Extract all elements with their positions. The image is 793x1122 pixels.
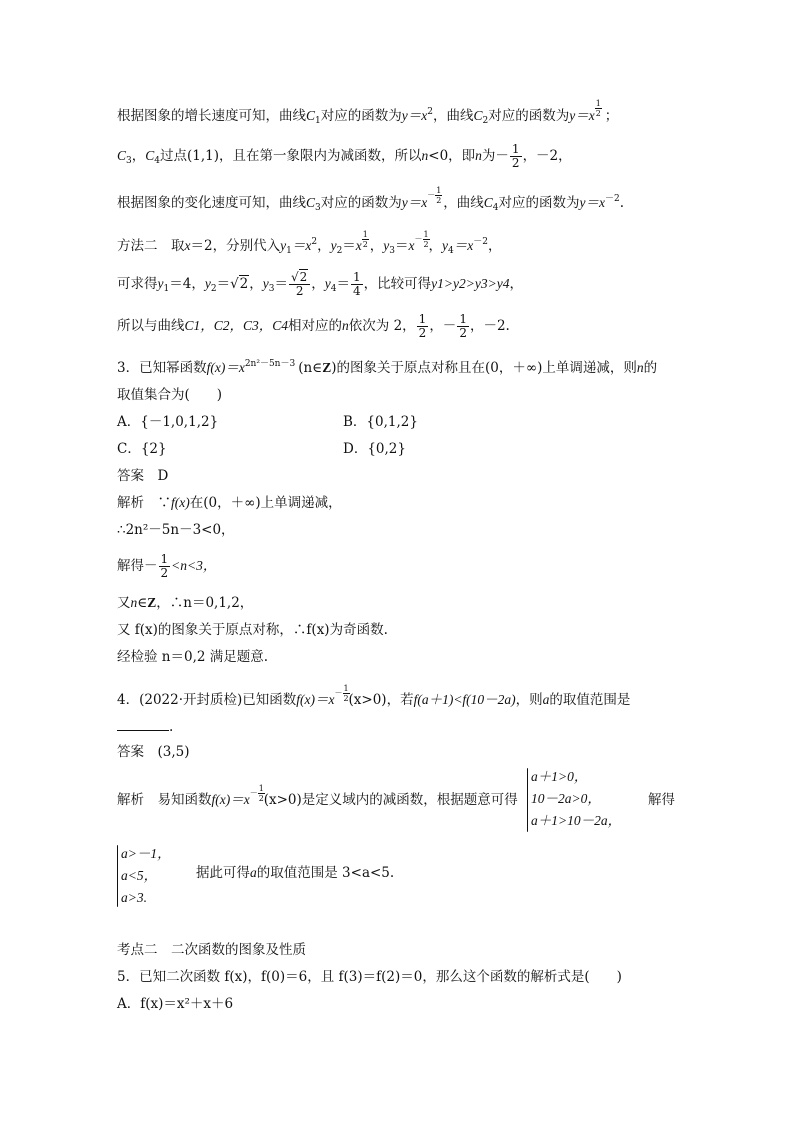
den: 2 <box>436 195 442 205</box>
var-n: n <box>130 595 138 610</box>
text: <0，即 <box>428 148 476 164</box>
q3-option-c[interactable]: C．{2} <box>117 441 167 457</box>
curve-c3: C <box>306 195 316 210</box>
exp <box>335 683 350 703</box>
den: 2 <box>295 284 304 298</box>
brace <box>117 845 118 907</box>
q3-solution-5: 又 f(x)的图象关于原点对称，∴f(x)为奇函数. <box>117 622 388 638</box>
text: ， <box>428 238 443 254</box>
curve-list: C1，C2，C3，C4 <box>184 318 289 333</box>
q3-stem-2: 取值集合为( ) <box>117 387 223 403</box>
solution-line-2 <box>117 143 572 170</box>
text: ， <box>131 148 146 164</box>
text: ＝x <box>291 238 312 253</box>
text: 过点(1,1)，且在第一象限内为减函数，所以 <box>160 148 422 164</box>
power <box>328 683 349 710</box>
y: y <box>204 276 211 291</box>
y: y <box>442 238 449 253</box>
num: 1 <box>423 229 429 239</box>
minus: － <box>414 234 423 243</box>
var-a: a <box>542 692 550 707</box>
num: 1 <box>436 185 442 195</box>
function: f(x)＝ <box>296 692 329 707</box>
q3-option-b[interactable]: B．{0,1,2} <box>343 414 418 430</box>
text: 依次为 2， <box>348 318 416 334</box>
text: ＝ <box>216 276 231 292</box>
text: 对应的函数为 <box>320 108 402 124</box>
text: ＝4， <box>169 276 205 292</box>
num: 1 <box>353 270 361 284</box>
text: ∈ <box>137 595 148 611</box>
num: √2 <box>289 271 310 285</box>
text: 解析 ∵ <box>117 495 171 511</box>
base: x <box>588 108 595 123</box>
system-row <box>121 887 171 909</box>
text: 据此可得 <box>196 865 250 881</box>
sub: 3 <box>389 246 396 256</box>
q3-solution-3 <box>117 553 216 580</box>
power-x-neg-half <box>421 185 442 213</box>
y: y <box>157 276 164 291</box>
curve-c3: C <box>117 148 127 163</box>
system-row <box>531 810 621 832</box>
var-n: n <box>636 360 644 375</box>
text: ，曲线 <box>432 108 474 124</box>
den: 2 <box>343 693 349 703</box>
text: 对应的函数为 <box>498 195 580 211</box>
num: 1 <box>418 312 427 326</box>
function: f(x)＝x <box>206 360 245 375</box>
sub: 4 <box>330 284 337 294</box>
sub: 1 <box>286 246 292 256</box>
text: ； <box>604 108 619 124</box>
den: 2 <box>423 239 429 249</box>
base: x <box>355 238 362 253</box>
sqrt: √2 <box>230 276 249 292</box>
var-n: n <box>421 148 429 163</box>
comparison: y1>y2>y3>y4 <box>431 276 510 291</box>
q3-stem <box>117 358 657 378</box>
text: 所以与曲线 <box>117 318 185 334</box>
text: ＝ <box>274 276 288 292</box>
num: 1 <box>160 552 169 566</box>
q4-answer: 答案 (3,5) <box>117 744 190 760</box>
radicand: 2 <box>299 270 308 284</box>
sub: 1 <box>315 116 321 126</box>
equation: y＝ <box>569 108 589 123</box>
q4-stem <box>117 683 631 710</box>
text: ， <box>369 238 384 254</box>
den: 2 <box>160 566 169 580</box>
exponent <box>595 92 602 118</box>
text: ，则 <box>515 692 543 708</box>
integers: Z <box>147 595 157 610</box>
power <box>243 783 264 810</box>
method-two-line <box>117 229 502 256</box>
exp: －2 <box>473 237 488 247</box>
text: 根据图象的变化速度可知，曲线 <box>117 195 306 211</box>
y: y <box>324 276 331 291</box>
text: 的取值范围是 3<a<5. <box>256 865 395 881</box>
text: a>3. <box>121 890 147 905</box>
q3-solution-4 <box>117 593 253 613</box>
text: 对应的函数为 <box>488 108 570 124</box>
equation: y＝x <box>579 195 605 210</box>
text: 的图象关于原点对称且在(0，＋∞)上单调递减，则 <box>336 360 637 376</box>
text: . <box>169 719 174 735</box>
q3-solution-6: 经检验 n＝0,2 满足题意. <box>117 649 269 665</box>
system-row <box>531 788 621 810</box>
text: 根据图象的增长速度可知，曲线 <box>117 108 306 124</box>
text: ＝ <box>342 238 356 254</box>
power-x-half <box>588 99 601 126</box>
base: x <box>421 195 428 210</box>
text: ， <box>317 238 331 254</box>
text: a>－1， <box>121 846 171 861</box>
power <box>355 230 368 256</box>
text: 解得－ <box>117 558 158 574</box>
radicand: 2 <box>239 276 249 292</box>
text: 对应的函数为 <box>320 195 402 211</box>
q4-solution-1 <box>117 783 518 810</box>
function: f(x) <box>171 495 190 510</box>
curve-c4: C <box>145 148 155 163</box>
text: 的 <box>643 360 658 376</box>
fraction <box>457 313 469 340</box>
q5-stem: 5．已知二次函数 f(x)，f(0)＝6，且 f(3)＝f(2)＝0，那么这个函数的解析式是( ) <box>117 969 622 985</box>
text: ＝2，分别代入 <box>190 238 281 254</box>
text: 在(0，＋∞)上单调递减， <box>189 495 342 511</box>
text: ) <box>331 360 337 376</box>
text: a＋1>0， <box>531 769 588 784</box>
den: 2 <box>258 793 264 803</box>
power <box>408 229 429 256</box>
var-n: n <box>342 318 349 333</box>
section-heading: 考点二 二次函数的图象及性质 <box>117 942 306 958</box>
exponent: 2 <box>427 107 433 117</box>
sub: 4 <box>448 246 454 256</box>
text: 解析 易知函数 <box>117 792 212 808</box>
y: y <box>383 238 390 253</box>
system-row <box>121 843 171 865</box>
conclusion-line <box>117 313 510 340</box>
sub: 2 <box>482 116 489 126</box>
text: 的取值范围是 <box>549 692 631 708</box>
text: ，比较可得 <box>363 276 432 292</box>
exp <box>415 229 430 249</box>
system-2 <box>121 843 171 909</box>
minus: － <box>249 788 258 797</box>
text: ， <box>249 276 263 292</box>
text: ， <box>509 276 523 292</box>
sub: 2 <box>336 246 343 256</box>
num: 1 <box>459 312 467 326</box>
system-row <box>531 766 621 788</box>
q3-option-a[interactable]: A．{－1,0,1,2} <box>117 414 219 430</box>
text: a＋1>10－2a， <box>531 813 622 828</box>
exponent: 2n²－5n－3 <box>244 359 296 369</box>
q3-option-d[interactable]: D．{0,2} <box>343 441 406 457</box>
base: x <box>328 692 335 707</box>
minus: － <box>427 190 436 199</box>
text: ，－ <box>429 318 457 334</box>
text: ， <box>488 238 502 254</box>
num: 1 <box>595 99 601 108</box>
text: ， <box>311 276 325 292</box>
den: 2 <box>459 326 467 340</box>
solution-line-1 <box>117 99 619 126</box>
base: x <box>408 238 415 253</box>
text: (n∈ <box>298 360 323 376</box>
text: ，曲线 <box>443 195 484 211</box>
den: 2 <box>362 240 368 249</box>
curve-c1: C <box>306 108 316 123</box>
answer-blank[interactable] <box>117 716 169 731</box>
text: 10－2a>0， <box>531 791 601 806</box>
text: ＝ <box>395 238 409 254</box>
q3-solution-1 <box>117 493 342 513</box>
text: <n<3， <box>171 558 217 573</box>
sub: 2 <box>210 284 217 294</box>
text: 4．(2022·开封质检)已知函数 <box>117 692 297 708</box>
exponent: －2 <box>604 194 620 204</box>
fraction <box>289 271 310 298</box>
y: y <box>262 276 269 291</box>
fraction <box>159 553 171 580</box>
base: x <box>243 792 250 807</box>
var-x: x <box>184 238 191 253</box>
text: 方法二 取 <box>117 238 185 254</box>
exp <box>250 783 265 803</box>
brace <box>527 768 528 832</box>
num: 1 <box>258 783 264 793</box>
curve-c4: C <box>483 195 493 210</box>
q4-blank-line <box>117 716 173 737</box>
equation: y＝ <box>401 195 422 210</box>
text: ＝ <box>336 276 351 292</box>
text: 可求得 <box>117 276 158 292</box>
exp <box>362 223 369 249</box>
text: (x>0)，若 <box>348 692 414 708</box>
q5-option-a[interactable]: A．f(x)＝x²＋x＋6 <box>117 996 234 1012</box>
results-line <box>117 271 523 298</box>
text: . <box>619 195 625 211</box>
text: 又 <box>117 595 131 611</box>
curve-c2: C <box>473 108 483 123</box>
text: ＝x <box>453 238 474 253</box>
exponent <box>427 185 442 205</box>
sub: 4 <box>492 203 499 213</box>
inequality: f(a＋1)<f(10－2a) <box>413 692 516 707</box>
text: (x>0)是定义域内的减函数，根据题意可得 <box>263 792 518 808</box>
system-1 <box>531 766 621 832</box>
sub: 3 <box>268 284 275 294</box>
text: ，－2， <box>522 148 572 164</box>
sub: 3 <box>126 156 132 166</box>
integers: Z <box>322 360 332 375</box>
y: y <box>330 238 337 253</box>
text: 3．已知幂函数 <box>117 360 207 376</box>
var-a: a <box>250 865 257 880</box>
sub: 4 <box>154 156 160 166</box>
num: 1 <box>511 142 520 156</box>
solution-line-3 <box>117 185 625 213</box>
sub: 3 <box>315 203 321 213</box>
minus: － <box>334 688 343 697</box>
system-row <box>121 865 171 887</box>
num: 1 <box>362 230 368 239</box>
equation: y＝x <box>401 108 428 123</box>
q3-solution-2: ∴2n²－5n－3<0， <box>117 522 235 538</box>
fraction <box>417 313 429 340</box>
den: 4 <box>353 284 361 298</box>
sub: 1 <box>163 284 170 294</box>
exp: 2 <box>311 237 318 247</box>
num: 1 <box>343 683 349 693</box>
text: ，－2. <box>469 318 510 334</box>
text: 相对应的 <box>288 318 343 334</box>
q3-answer: 答案 D <box>117 468 169 484</box>
den: 2 <box>595 109 601 118</box>
var-n: n <box>475 148 482 163</box>
fraction <box>510 143 522 170</box>
text: ，∴n＝0,1,2， <box>156 595 254 611</box>
y: y <box>280 238 287 253</box>
fraction <box>351 271 363 298</box>
den: 2 <box>511 156 520 170</box>
q4-solution-2 <box>196 863 394 883</box>
text: a<5， <box>121 868 158 883</box>
function: f(x)＝ <box>211 792 244 807</box>
den: 2 <box>418 326 427 340</box>
q4-solve-label: 解得 <box>648 792 675 808</box>
text: 为－ <box>481 148 509 164</box>
